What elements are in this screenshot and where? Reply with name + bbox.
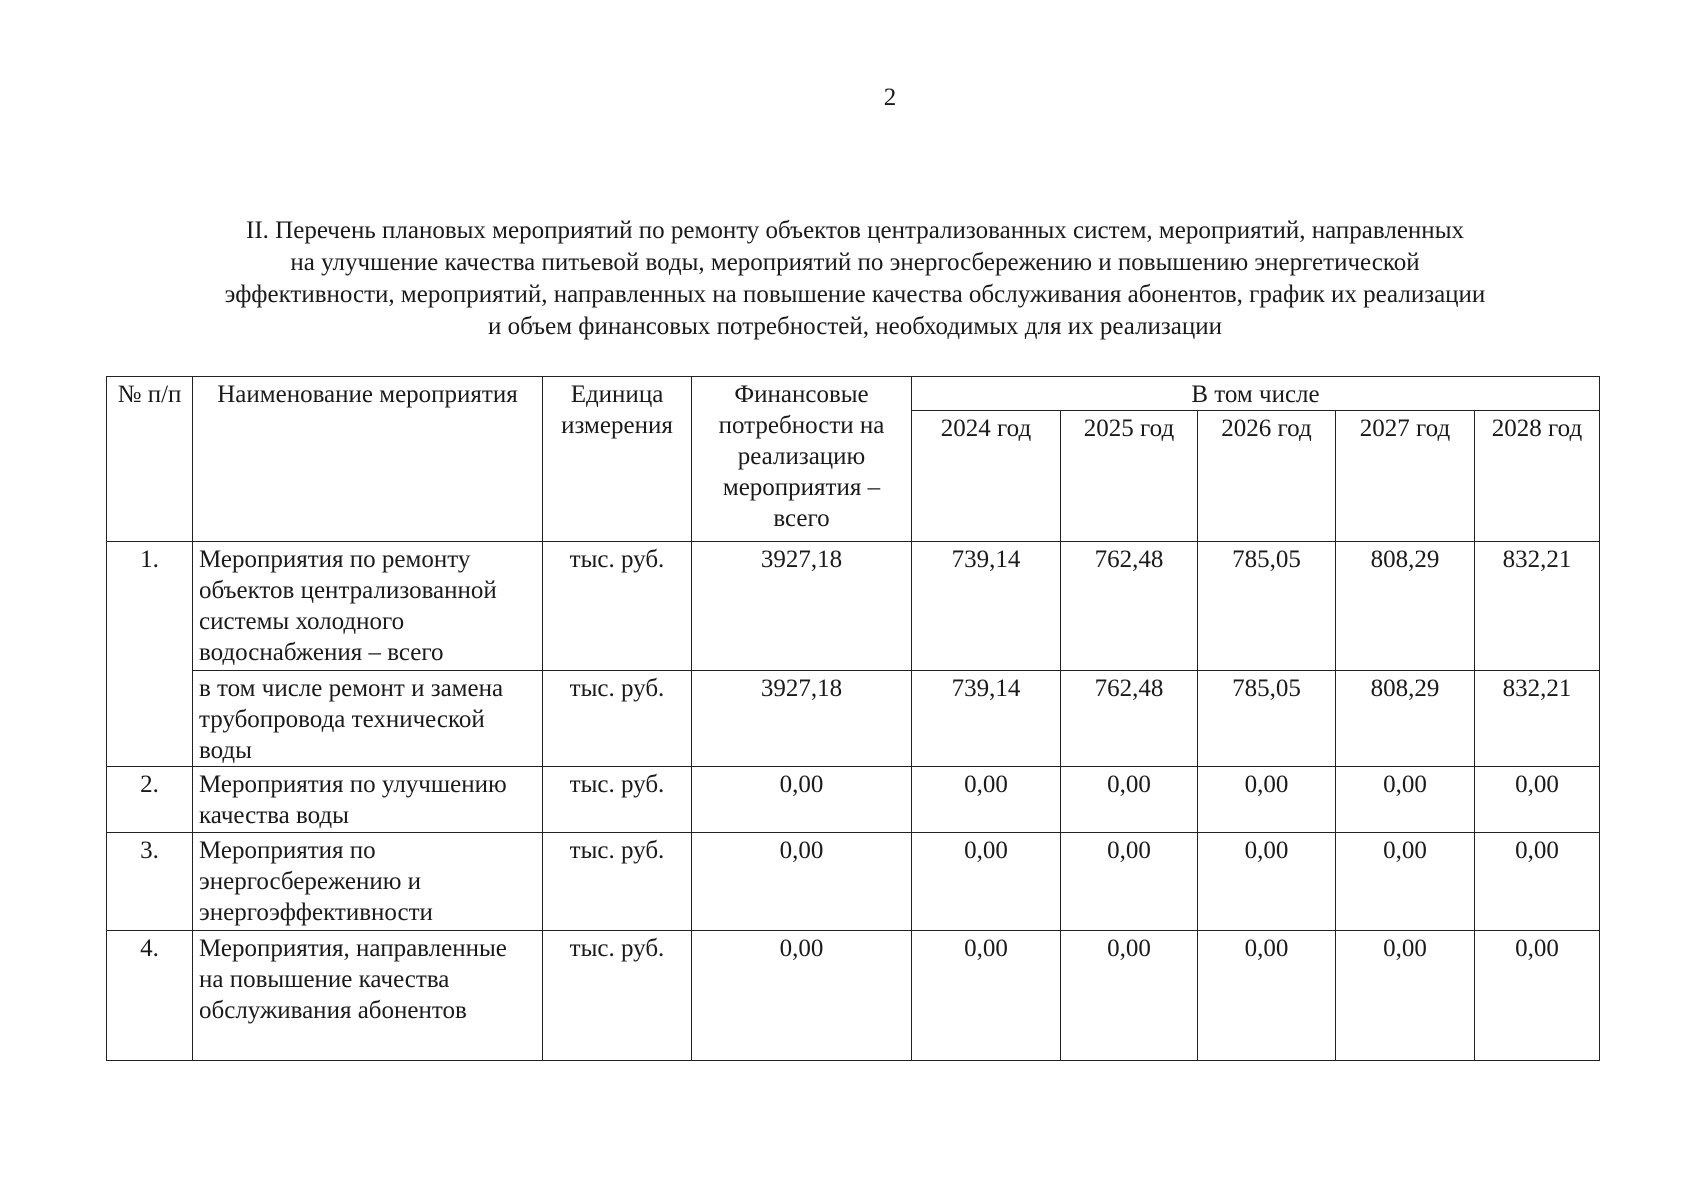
row-total: 0,00 (692, 931, 912, 1061)
row-year-value: 762,48 (1061, 671, 1198, 767)
row-year-value: 0,00 (1198, 931, 1336, 1061)
row-name: Мероприятия по ремонту объектов централизованной системы холодного водоснабжения – всего (193, 542, 543, 671)
section-title-line: на улучшение качества питьевой воды, мероприятий по энергосбережению и повышению энергетической (290, 249, 1420, 276)
row-year-value: 0,00 (1198, 833, 1336, 931)
row-num: 3. (107, 833, 193, 931)
row-total: 3927,18 (692, 542, 912, 671)
row-num: 2. (107, 767, 193, 833)
row-name: в том числе ремонт и замена трубопровода технической воды (193, 671, 543, 767)
row-year-value: 0,00 (1475, 767, 1600, 833)
row-year-value: 832,21 (1475, 671, 1600, 767)
row-total: 0,00 (692, 767, 912, 833)
table-row (107, 542, 1600, 671)
row-unit: тыс. руб. (543, 767, 692, 833)
table-row (107, 833, 1600, 931)
section-title-line: эффективности, мероприятий, направленных на повышение качества обслуживания абонентов, график их реализации (224, 281, 1486, 308)
header-including: В том числе (912, 377, 1600, 411)
section-title-line: и объем финансовых потребностей, необходимых для их реализации (487, 313, 1223, 340)
row-year-value: 0,00 (912, 931, 1061, 1061)
row-name: Мероприятия по улучшению качества воды (193, 767, 543, 833)
row-year-value: 0,00 (912, 833, 1061, 931)
row-year-value: 808,29 (1336, 542, 1475, 671)
row-name: Мероприятия по энергосбережению и энергоэффективности (193, 833, 543, 931)
row-year-value: 0,00 (1475, 833, 1600, 931)
row-year-value: 739,14 (912, 671, 1061, 767)
page-number: 2 (883, 84, 897, 111)
row-num: 1. (107, 542, 193, 767)
section-title (120, 215, 1590, 343)
row-year-value: 0,00 (1061, 833, 1198, 931)
header-year: 2027 год (1336, 411, 1475, 542)
table-row (107, 767, 1600, 833)
table-header-row (107, 377, 1600, 411)
activities-table (106, 376, 1600, 1061)
row-total: 0,00 (692, 833, 912, 931)
table-row (107, 671, 1600, 767)
section-title-line: II. Перечень плановых мероприятий по ремонту объектов централизованных систем, мероприятий, направленных (246, 217, 1464, 244)
row-year-value: 0,00 (1336, 767, 1475, 833)
row-year-value: 785,05 (1198, 542, 1336, 671)
row-year-value: 0,00 (1475, 931, 1600, 1061)
row-unit: тыс. руб. (543, 671, 692, 767)
row-year-value: 0,00 (1061, 931, 1198, 1061)
row-name: Мероприятия, направленные на повышение качества обслуживания абонентов (193, 931, 543, 1061)
header-total: Финансовые потребности на реализацию мероприятия – всего (692, 377, 912, 542)
header-year: 2025 год (1061, 411, 1198, 542)
row-unit: тыс. руб. (543, 931, 692, 1061)
header-year: 2028 год (1475, 411, 1600, 542)
header-year: 2026 год (1198, 411, 1336, 542)
row-year-value: 762,48 (1061, 542, 1198, 671)
header-unit: Единица измерения (543, 377, 692, 542)
row-unit: тыс. руб. (543, 833, 692, 931)
row-num: 4. (107, 931, 193, 1061)
table-row (107, 931, 1600, 1061)
row-total: 3927,18 (692, 671, 912, 767)
header-name: Наименование мероприятия (193, 377, 543, 542)
row-year-value: 739,14 (912, 542, 1061, 671)
row-year-value: 0,00 (1198, 767, 1336, 833)
row-unit: тыс. руб. (543, 542, 692, 671)
header-year: 2024 год (912, 411, 1061, 542)
row-year-value: 785,05 (1198, 671, 1336, 767)
header-num: № п/п (107, 377, 193, 542)
row-year-value: 0,00 (1336, 833, 1475, 931)
row-year-value: 0,00 (1336, 931, 1475, 1061)
row-year-value: 808,29 (1336, 671, 1475, 767)
row-year-value: 0,00 (912, 767, 1061, 833)
row-year-value: 832,21 (1475, 542, 1600, 671)
row-year-value: 0,00 (1061, 767, 1198, 833)
